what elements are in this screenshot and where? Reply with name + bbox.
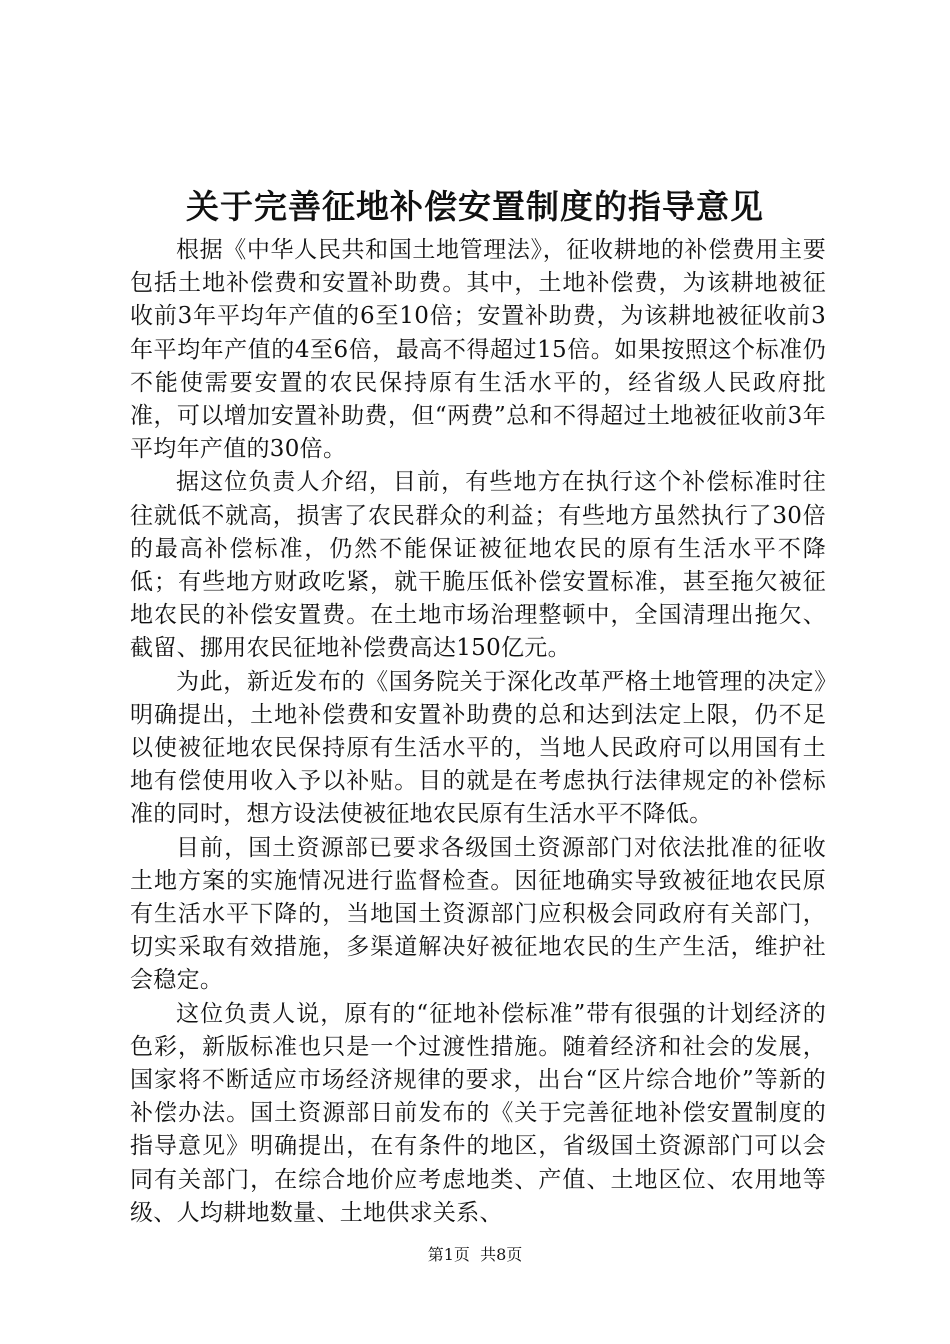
paragraph: 根据《中华人民共和国土地管理法》，征收耕地的补偿费用主要包括土地补偿费和安置补助费。其中，土地补偿费，为该耕地被征收前3年平均年产值的6至10倍；安置补助费，为该耕地被征收前3年平均年产值的4至6倍，最高不得超过15倍。如果按照这个标准仍不能使需要安置的农民保持原有生活水平的，经省级人民政府批准，可以增加安置补助费，但“两费”总和不得超过土地被征收前3年平均年产值的30倍。 [130, 237, 826, 463]
page-footer [0, 1244, 950, 1266]
paragraph: 这位负责人说，原有的“征地补偿标准”带有很强的计划经济的色彩，新版标准也只是一个过渡性措施。随着经济和社会的发展，国家将不断适应市场经济规律的要求，出台“区片综合地价”等新的补偿办法。国土资源部日前发布的《关于完善征地补偿安置制度的指导意见》明确提出，在有条件的地区，省级国土资源部门可以会同有关部门，在综合地价应考虑地类、产值、土地区位、农用地等级、人均耕地数量、土地供求关系、 [130, 1000, 826, 1226]
document-body [130, 234, 826, 1230]
paragraph: 据这位负责人介绍，目前，有些地方在执行这个补偿标准时往往就低不就高，损害了农民群众的利益；有些地方虽然执行了30倍的最高补偿标准，仍然不能保证被征地农民的原有生活水平不降低；有些地方财政吃紧，就干脆压低补偿安置标准，甚至拖欠被征地农民的补偿安置费。在土地市场治理整顿中，全国清理出拖欠、截留、挪用农民征地补偿费高达150亿元。 [130, 469, 826, 662]
paragraph: 为此，新近发布的《国务院关于深化改革严格土地管理的决定》明确提出，土地补偿费和安置补助费的总和达到法定上限，仍不足以使被征地农民保持原有生活水平的，当地人民政府可以用国有土地有偿使用收入予以补贴。目的就是在考虑执行法律规定的补偿标准的同时，想方设法使被征地农民原有生活水平不降低。 [130, 668, 826, 828]
page-number: 第1页 [427, 1245, 470, 1264]
document-title: 关于完善征地补偿安置制度的指导意见 [186, 187, 764, 226]
page-total: 共8页 [480, 1245, 523, 1264]
paragraph: 目前，国土资源部已要求各级国土资源部门对依法批准的征收土地方案的实施情况进行监督检查。因征地确实导致被征地农民原有生活水平下降的，当地国土资源部门应积极会同政府有关部门，切实采取有效措施，多渠道解决好被征地农民的生产生活，维护社会稳定。 [130, 834, 826, 994]
